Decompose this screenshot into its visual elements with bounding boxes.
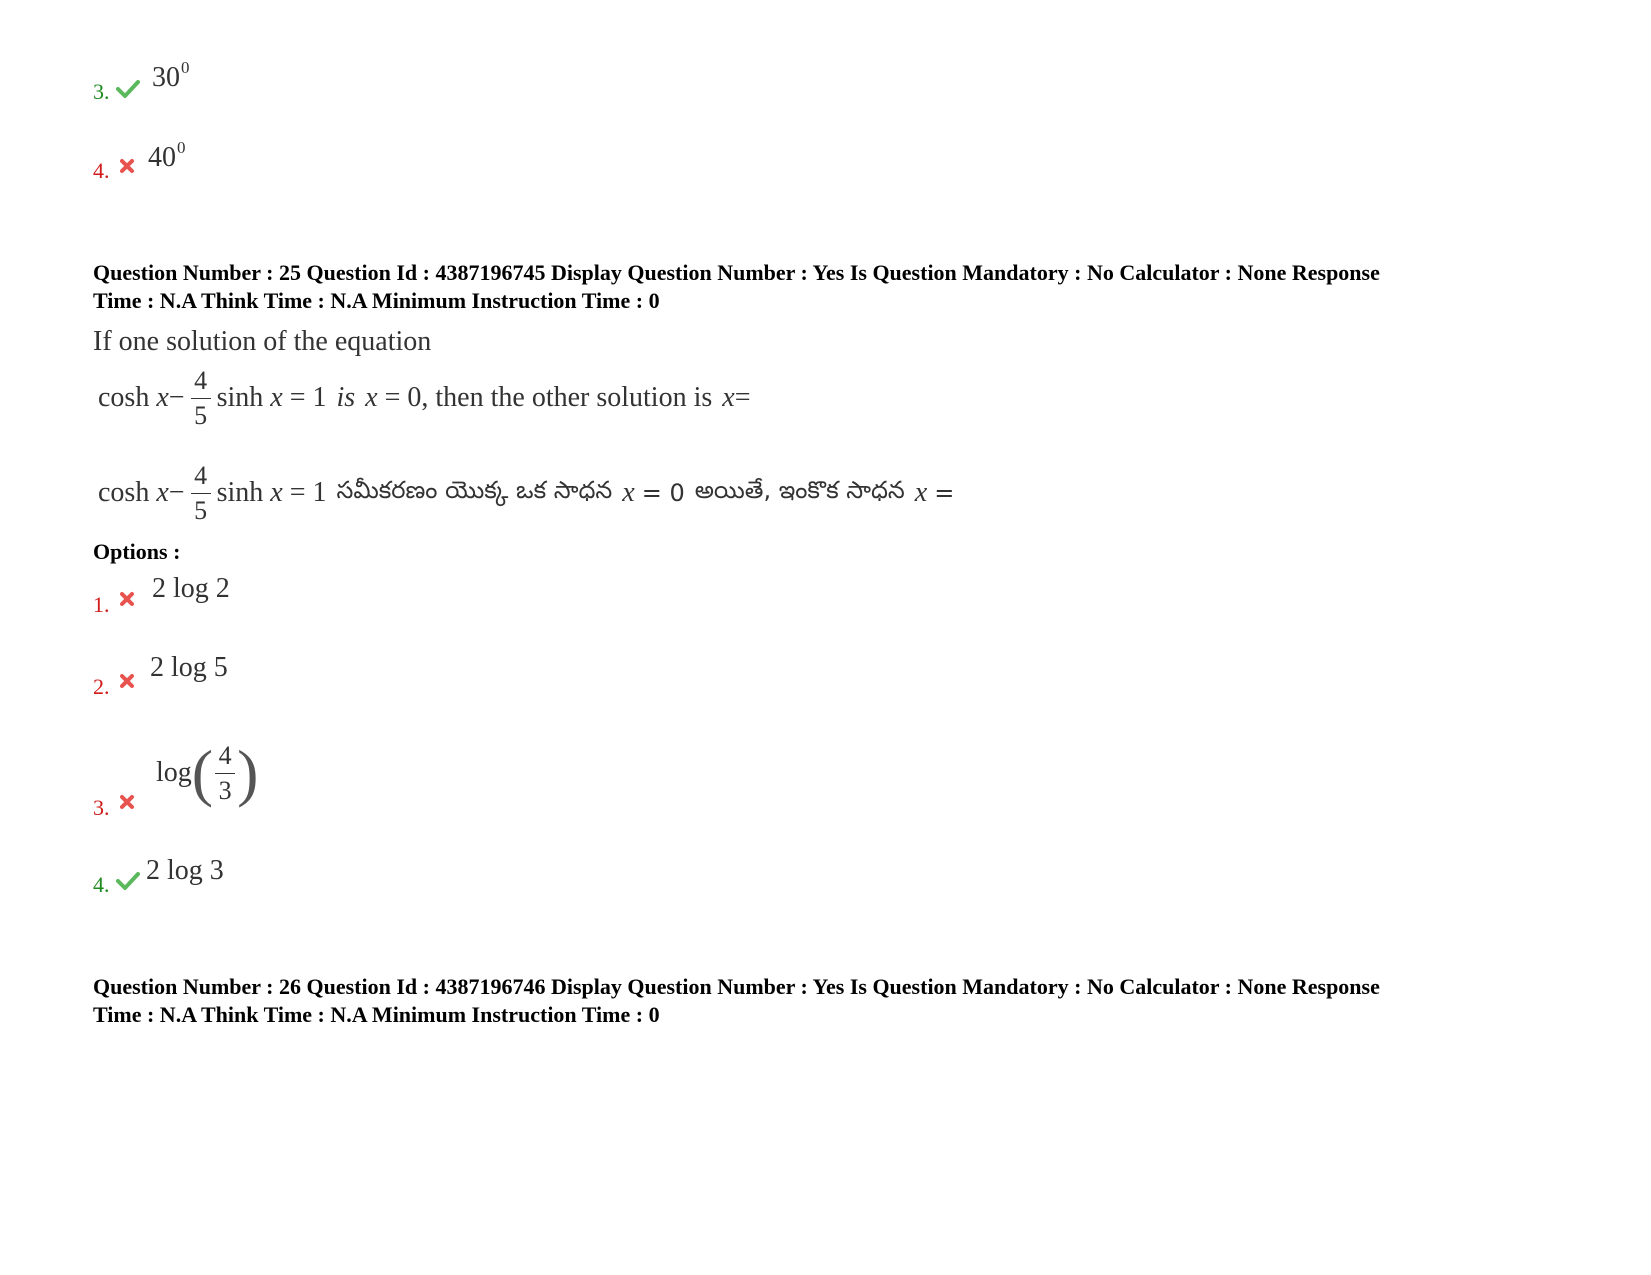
option-4-value: 2 log 3	[146, 855, 224, 886]
cross-icon	[119, 794, 135, 810]
prev-option-4-number: 4.	[93, 158, 110, 183]
fraction-4-5: $\frac{4}{5}$	[191, 368, 211, 429]
q25-meta-line2: Time : N.A Think Time : N.A Minimum Instruction Time : 0	[93, 288, 660, 313]
prev-option-4-value: $40^0$	[148, 138, 186, 173]
check-icon	[116, 80, 140, 98]
option-3-number: 3.	[93, 795, 110, 820]
q26-meta-line1: Question Number : 26 Question Id : 4387196746 Display Question Number : Yes Is Question Mandatory : No Calculator : None Response	[93, 974, 1380, 999]
option-4-number: 4.	[93, 872, 110, 897]
telugu-text-b: అయితే, ఇంకొక సాధన	[694, 476, 905, 504]
check-icon	[116, 872, 140, 890]
option-2-number: 2.	[93, 674, 110, 699]
sinh-text: sinh	[216, 382, 264, 413]
options-label: Options :	[93, 539, 181, 564]
q25-intro: If one solution of the equation	[93, 326, 432, 357]
fraction-4-3: $\frac{4}{3}$	[215, 743, 235, 804]
telugu-text-a: సమీకరణం యొక్క ఒక సాధన	[336, 476, 613, 504]
q25-equation-en: cosh x − $\frac{4}{5}$ sinh x = 1 is x = 0, then the other solution is x =	[98, 365, 751, 430]
q26-meta-line2: Time : N.A Think Time : N.A Minimum Instruction Time : 0	[93, 1002, 660, 1027]
cross-icon	[119, 158, 135, 174]
option-1-number: 1.	[93, 592, 110, 617]
q25-equation-te: cosh x − $\frac{4}{5}$ sinh x = 1 సమీకరణం యొక్క ఒక సాధన x = 0 అయితే, ఇంకొక సాధన x =	[98, 460, 955, 525]
fraction-4-5-te: $\frac{4}{5}$	[191, 463, 211, 524]
option-1-value: 2 log 2	[152, 573, 230, 604]
q26-meta	[93, 973, 1563, 1029]
option-3-value: log ( $\frac{4}{3}$ )	[156, 737, 259, 808]
cross-icon	[119, 591, 135, 607]
cross-icon	[119, 673, 135, 689]
prev-option-3-number: 3.	[93, 79, 110, 104]
cosh-text: cosh	[98, 382, 150, 413]
q25-meta-line1: Question Number : 25 Question Id : 4387196745 Display Question Number : Yes Is Question Mandatory : No Calculator : None Response	[93, 260, 1380, 285]
option-2-value: 2 log 5	[150, 652, 228, 683]
q25-meta	[93, 259, 1563, 315]
prev-option-3-value: $30^0$	[152, 58, 190, 93]
